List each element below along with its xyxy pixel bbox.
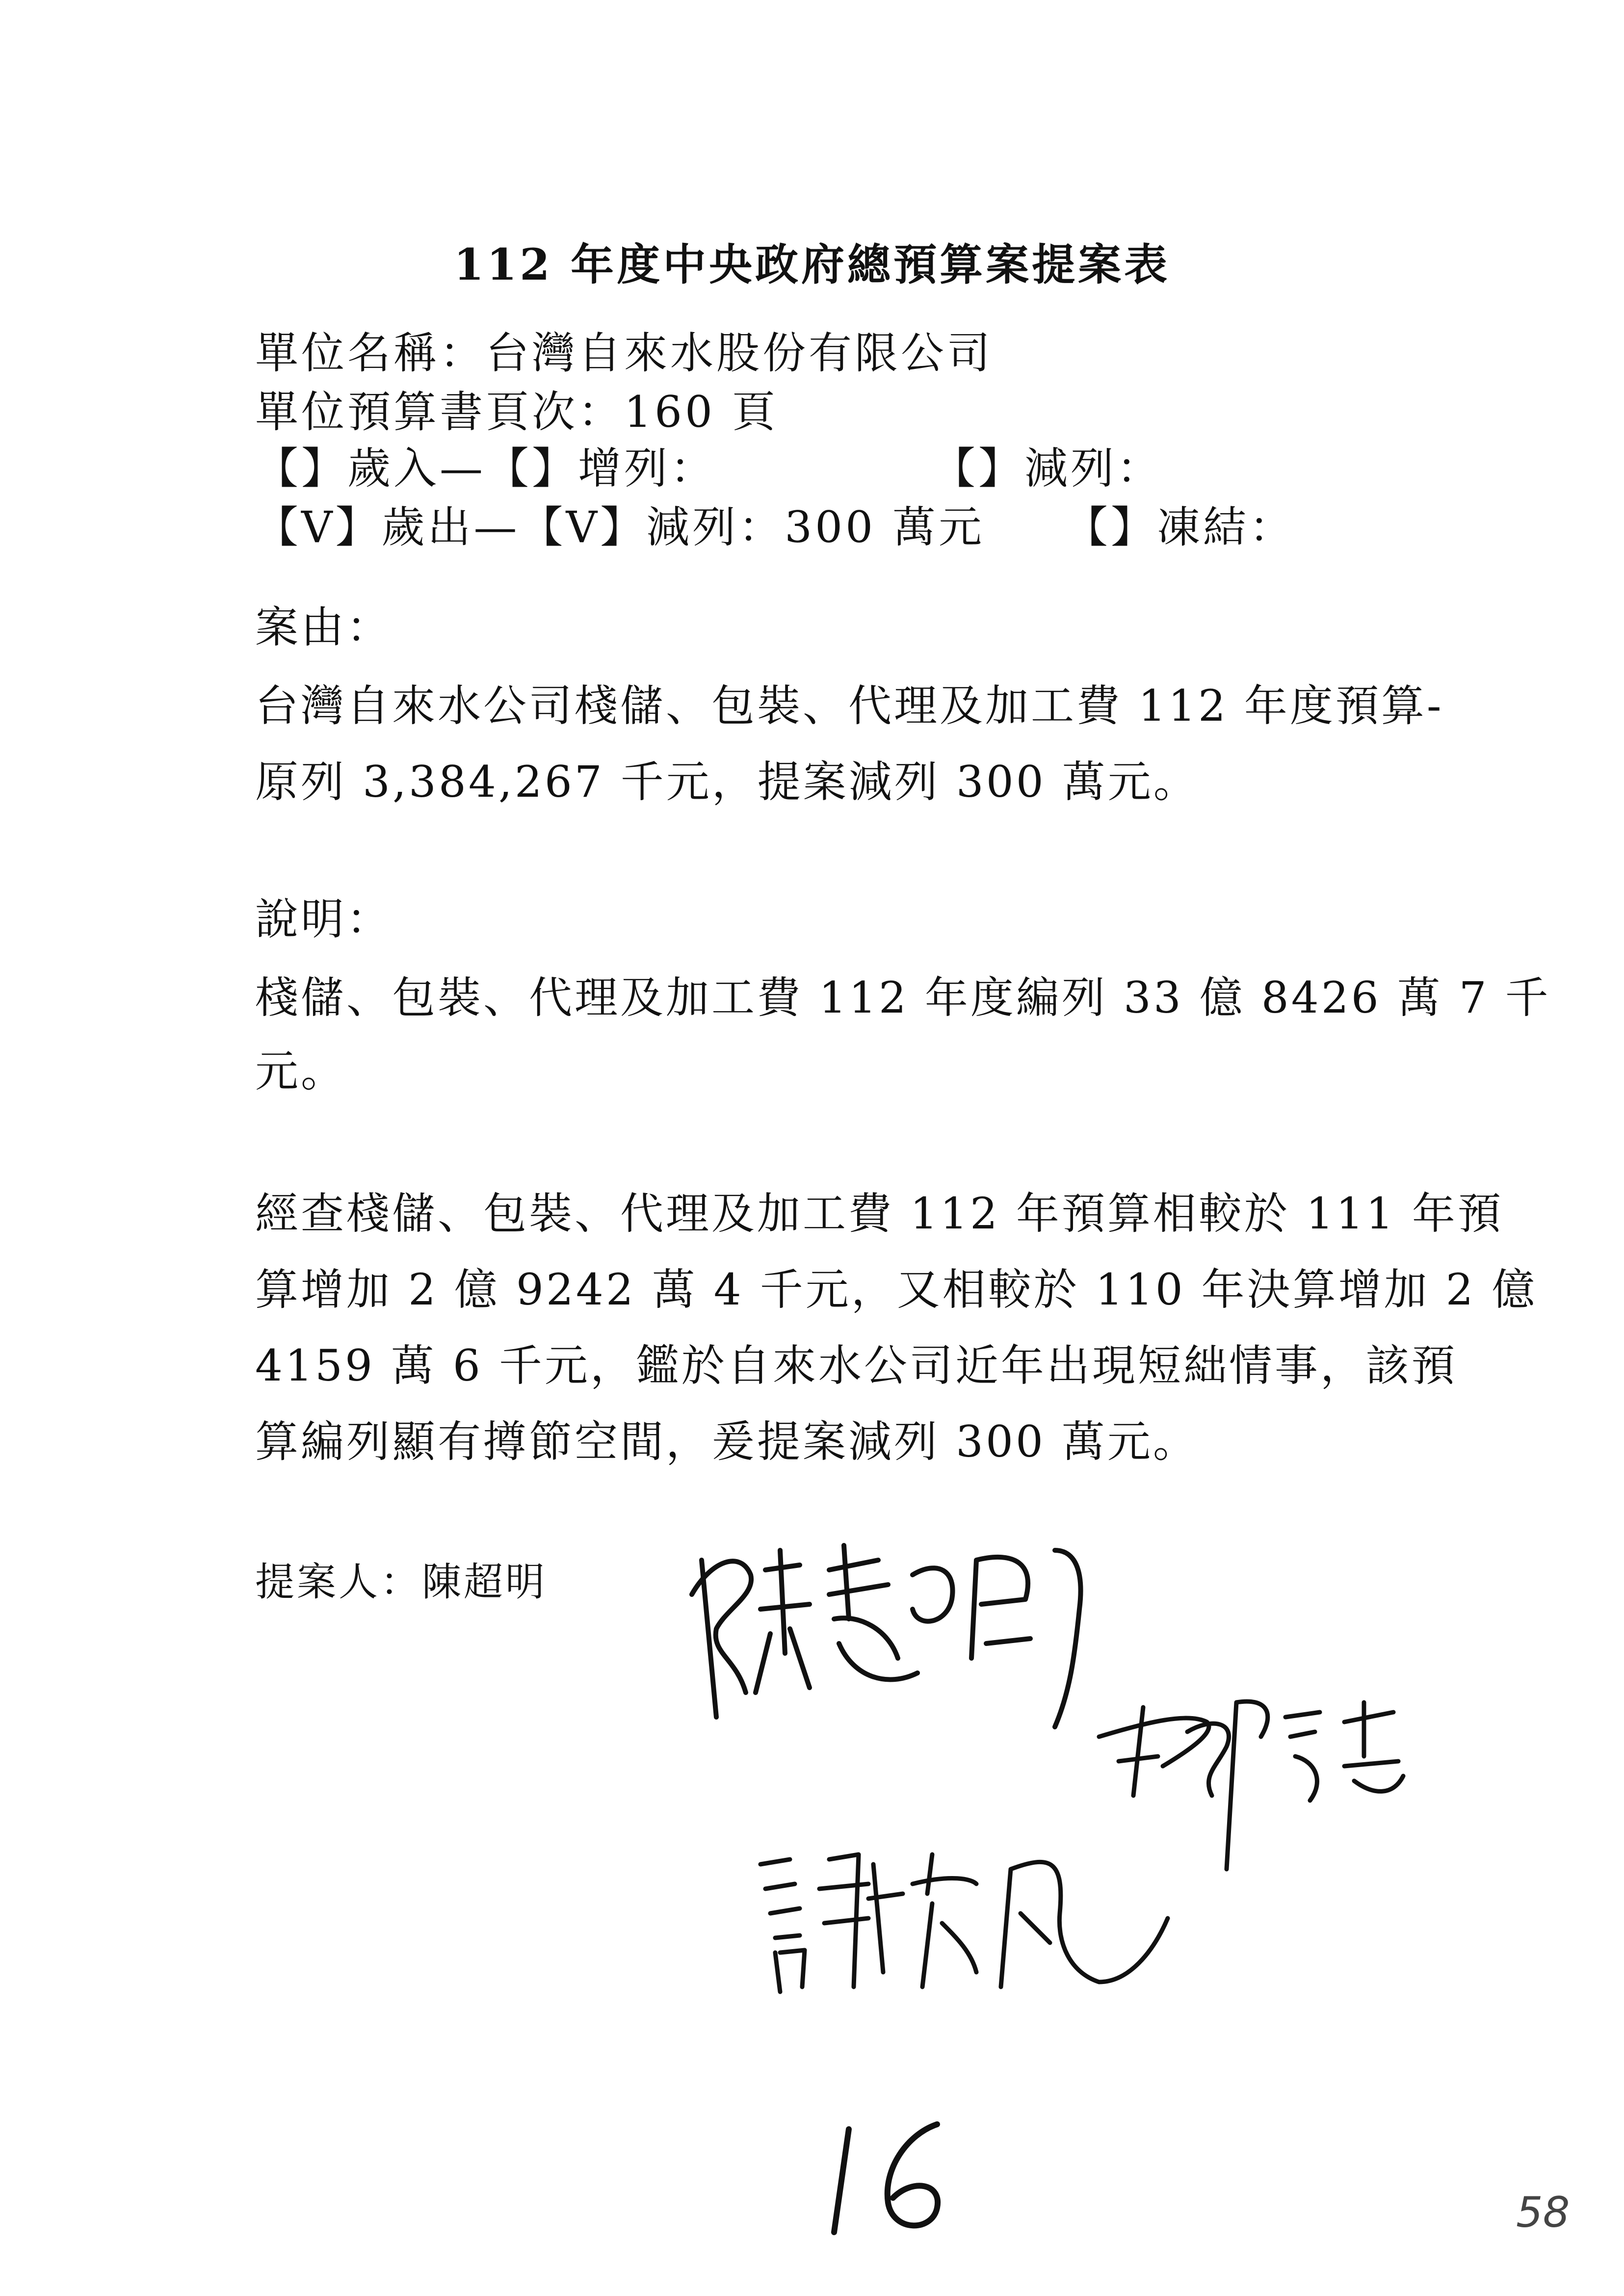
explanation-heading: 說明： — [255, 894, 393, 944]
reason-line-2: 原列 3,384,267 千元，提案減列 300 萬元。 — [255, 757, 1199, 807]
proposer: 提案人：陳超明 — [255, 1559, 547, 1605]
revenue-row: 【】歲入—【】增列： — [255, 443, 717, 494]
freeze-row: 【】凍結： — [1065, 502, 1296, 552]
reason-heading: 案由： — [255, 602, 393, 652]
budget-page: 單位預算書頁次：160 頁 — [255, 387, 778, 437]
document-title: 112 年度中央政府總預算案提案表 — [453, 239, 1171, 290]
explanation-p2-line-1: 經查棧儲、包裝、代理及加工費 112 年預算相較於 111 年預 — [255, 1188, 1503, 1239]
expenditure-row: 【V】歲出—【V】減列：300 萬元 — [255, 502, 985, 552]
explanation-p2-line-4: 算編列顯有撙節空間，爰提案減列 300 萬元。 — [255, 1416, 1199, 1467]
corner-number: 58 — [1516, 2188, 1570, 2237]
signature-chen-chao-ming — [682, 1531, 1124, 1737]
explanation-p2-line-3: 4159 萬 6 千元，鑑於自來水公司近年出現短絀情事，該預 — [255, 1340, 1457, 1391]
explanation-p1-line-2: 元。 — [255, 1046, 347, 1096]
explanation-p1-line-1: 棧儲、包裝、代理及加工費 112 年度編列 33 億 8426 萬 7 千 — [255, 972, 1551, 1023]
signature-hsieh-yi-feng — [746, 1825, 1187, 2021]
explanation-p2-line-2: 算增加 2 億 9242 萬 4 千元，又相較於 110 年決算增加 2 億 — [255, 1264, 1538, 1315]
reason-line-1: 台灣自來水公司棧儲、包裝、代理及加工費 112 年度預算- — [255, 680, 1444, 731]
revenue-decrease: 【】減列： — [932, 443, 1163, 494]
page-number — [814, 2114, 976, 2242]
unit-name: 單位名稱：台灣自來水股份有限公司 — [255, 328, 994, 378]
